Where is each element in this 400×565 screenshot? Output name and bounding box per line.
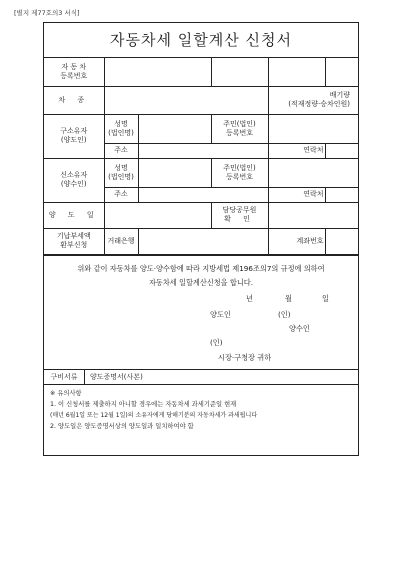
declaration-line-1: 위와 같이 자동차를 양도·양수함에 따라 지방세법 제196조의7의 규정에 의하여 bbox=[77, 263, 325, 273]
transferor-contact-field[interactable] bbox=[325, 143, 358, 158]
note-item-2: 2. 양도일은 양도증명서상의 양도일과 일치하여야 함 bbox=[50, 422, 194, 430]
declaration-line-2: 자동차세 일할계산신청을 합니다. bbox=[148, 277, 254, 287]
transferee-contact-field[interactable] bbox=[325, 187, 358, 202]
date-month-label: 월 bbox=[285, 293, 292, 303]
bank-label: 거래은행 bbox=[104, 228, 138, 254]
transferee-id-label: 주민(법인) 등록번호 bbox=[211, 158, 268, 187]
note-item-1: 1. 이 신청서를 제출하지 아니할 경우에는 자동차세 과세기준일 현재 bbox=[50, 400, 237, 408]
application-form bbox=[43, 22, 359, 456]
account-label: 계좌번호 bbox=[268, 228, 325, 254]
vehicle-type-label: 차 종 bbox=[44, 86, 104, 114]
transferee-address-field[interactable] bbox=[138, 187, 268, 202]
account-field[interactable] bbox=[325, 228, 358, 254]
officer-confirm-label: 담당공무원 확 인 bbox=[211, 202, 268, 228]
transferor-id-label: 주민(법인) 등록번호 bbox=[211, 114, 268, 143]
date-year-label: 년 bbox=[246, 293, 253, 303]
vehicle-reg-no-label: 자 동 차 등록번호 bbox=[44, 58, 104, 86]
bank-field[interactable] bbox=[138, 228, 268, 254]
vehicle-reg-no-field-2[interactable] bbox=[211, 58, 268, 86]
date-day-label: 일 bbox=[322, 293, 329, 303]
vehicle-type-field[interactable] bbox=[104, 86, 268, 114]
transfer-date-label: 양 도 일 bbox=[44, 202, 104, 228]
vehicle-reg-no-field-3[interactable] bbox=[268, 58, 325, 86]
note-item-1b: (매년 6월1일 또는 12월 1일)의 소유자에게 당해기분의 자동차세가 과세됩니다 bbox=[50, 411, 258, 419]
refund-label: 기납부세액 환부신청 bbox=[44, 228, 104, 254]
transferor-contact-label: 연락처 bbox=[268, 143, 325, 158]
required-documents-label: 구비서류 bbox=[44, 370, 85, 384]
declaration-section bbox=[44, 255, 358, 370]
transferor-address-field[interactable] bbox=[138, 143, 268, 158]
transfer-date-field[interactable] bbox=[104, 202, 211, 228]
transferee-address-label: 주소 bbox=[104, 187, 138, 202]
transferor-label: 구소유자 (양도인) bbox=[44, 114, 104, 158]
transferee-id-field[interactable] bbox=[268, 158, 358, 187]
displacement-label: 배기량 (적재정량·승차인원) bbox=[268, 86, 358, 114]
transferee-seal-mark: (인) bbox=[210, 337, 223, 347]
vehicle-reg-no-field-4[interactable] bbox=[325, 58, 358, 86]
transferee-name-label: 성명 (법인명) bbox=[104, 158, 138, 187]
transferor-name-field[interactable] bbox=[138, 114, 211, 143]
transferor-sign-label: 양도인 bbox=[210, 309, 231, 319]
addressee-label: 시장·구청장 귀하 bbox=[218, 352, 272, 362]
transferor-id-field[interactable] bbox=[268, 114, 358, 143]
transferor-name-label: 성명 (법인명) bbox=[104, 114, 138, 143]
form-number-label: [별지 제77호의3 서식] bbox=[14, 9, 80, 17]
transferor-seal-mark: (인) bbox=[278, 309, 291, 319]
transferee-name-field[interactable] bbox=[138, 158, 211, 187]
vehicle-reg-no-field[interactable] bbox=[104, 58, 211, 86]
form-title: 자동차세 일할계산 신청서 bbox=[44, 23, 358, 58]
transferee-label: 신소유자 (양수인) bbox=[44, 158, 104, 202]
officer-confirm-field[interactable] bbox=[268, 202, 358, 228]
application-grid bbox=[44, 58, 358, 255]
required-documents-value: 양도증명서(사본) bbox=[90, 372, 143, 381]
transferee-contact-label: 연락처 bbox=[268, 187, 325, 202]
transferee-sign-label: 양수인 bbox=[289, 323, 310, 333]
required-documents-row bbox=[44, 370, 358, 385]
transferor-address-label: 주소 bbox=[104, 143, 138, 158]
notes-section bbox=[44, 385, 358, 435]
notes-header: ※ 유의사항 bbox=[50, 389, 82, 397]
